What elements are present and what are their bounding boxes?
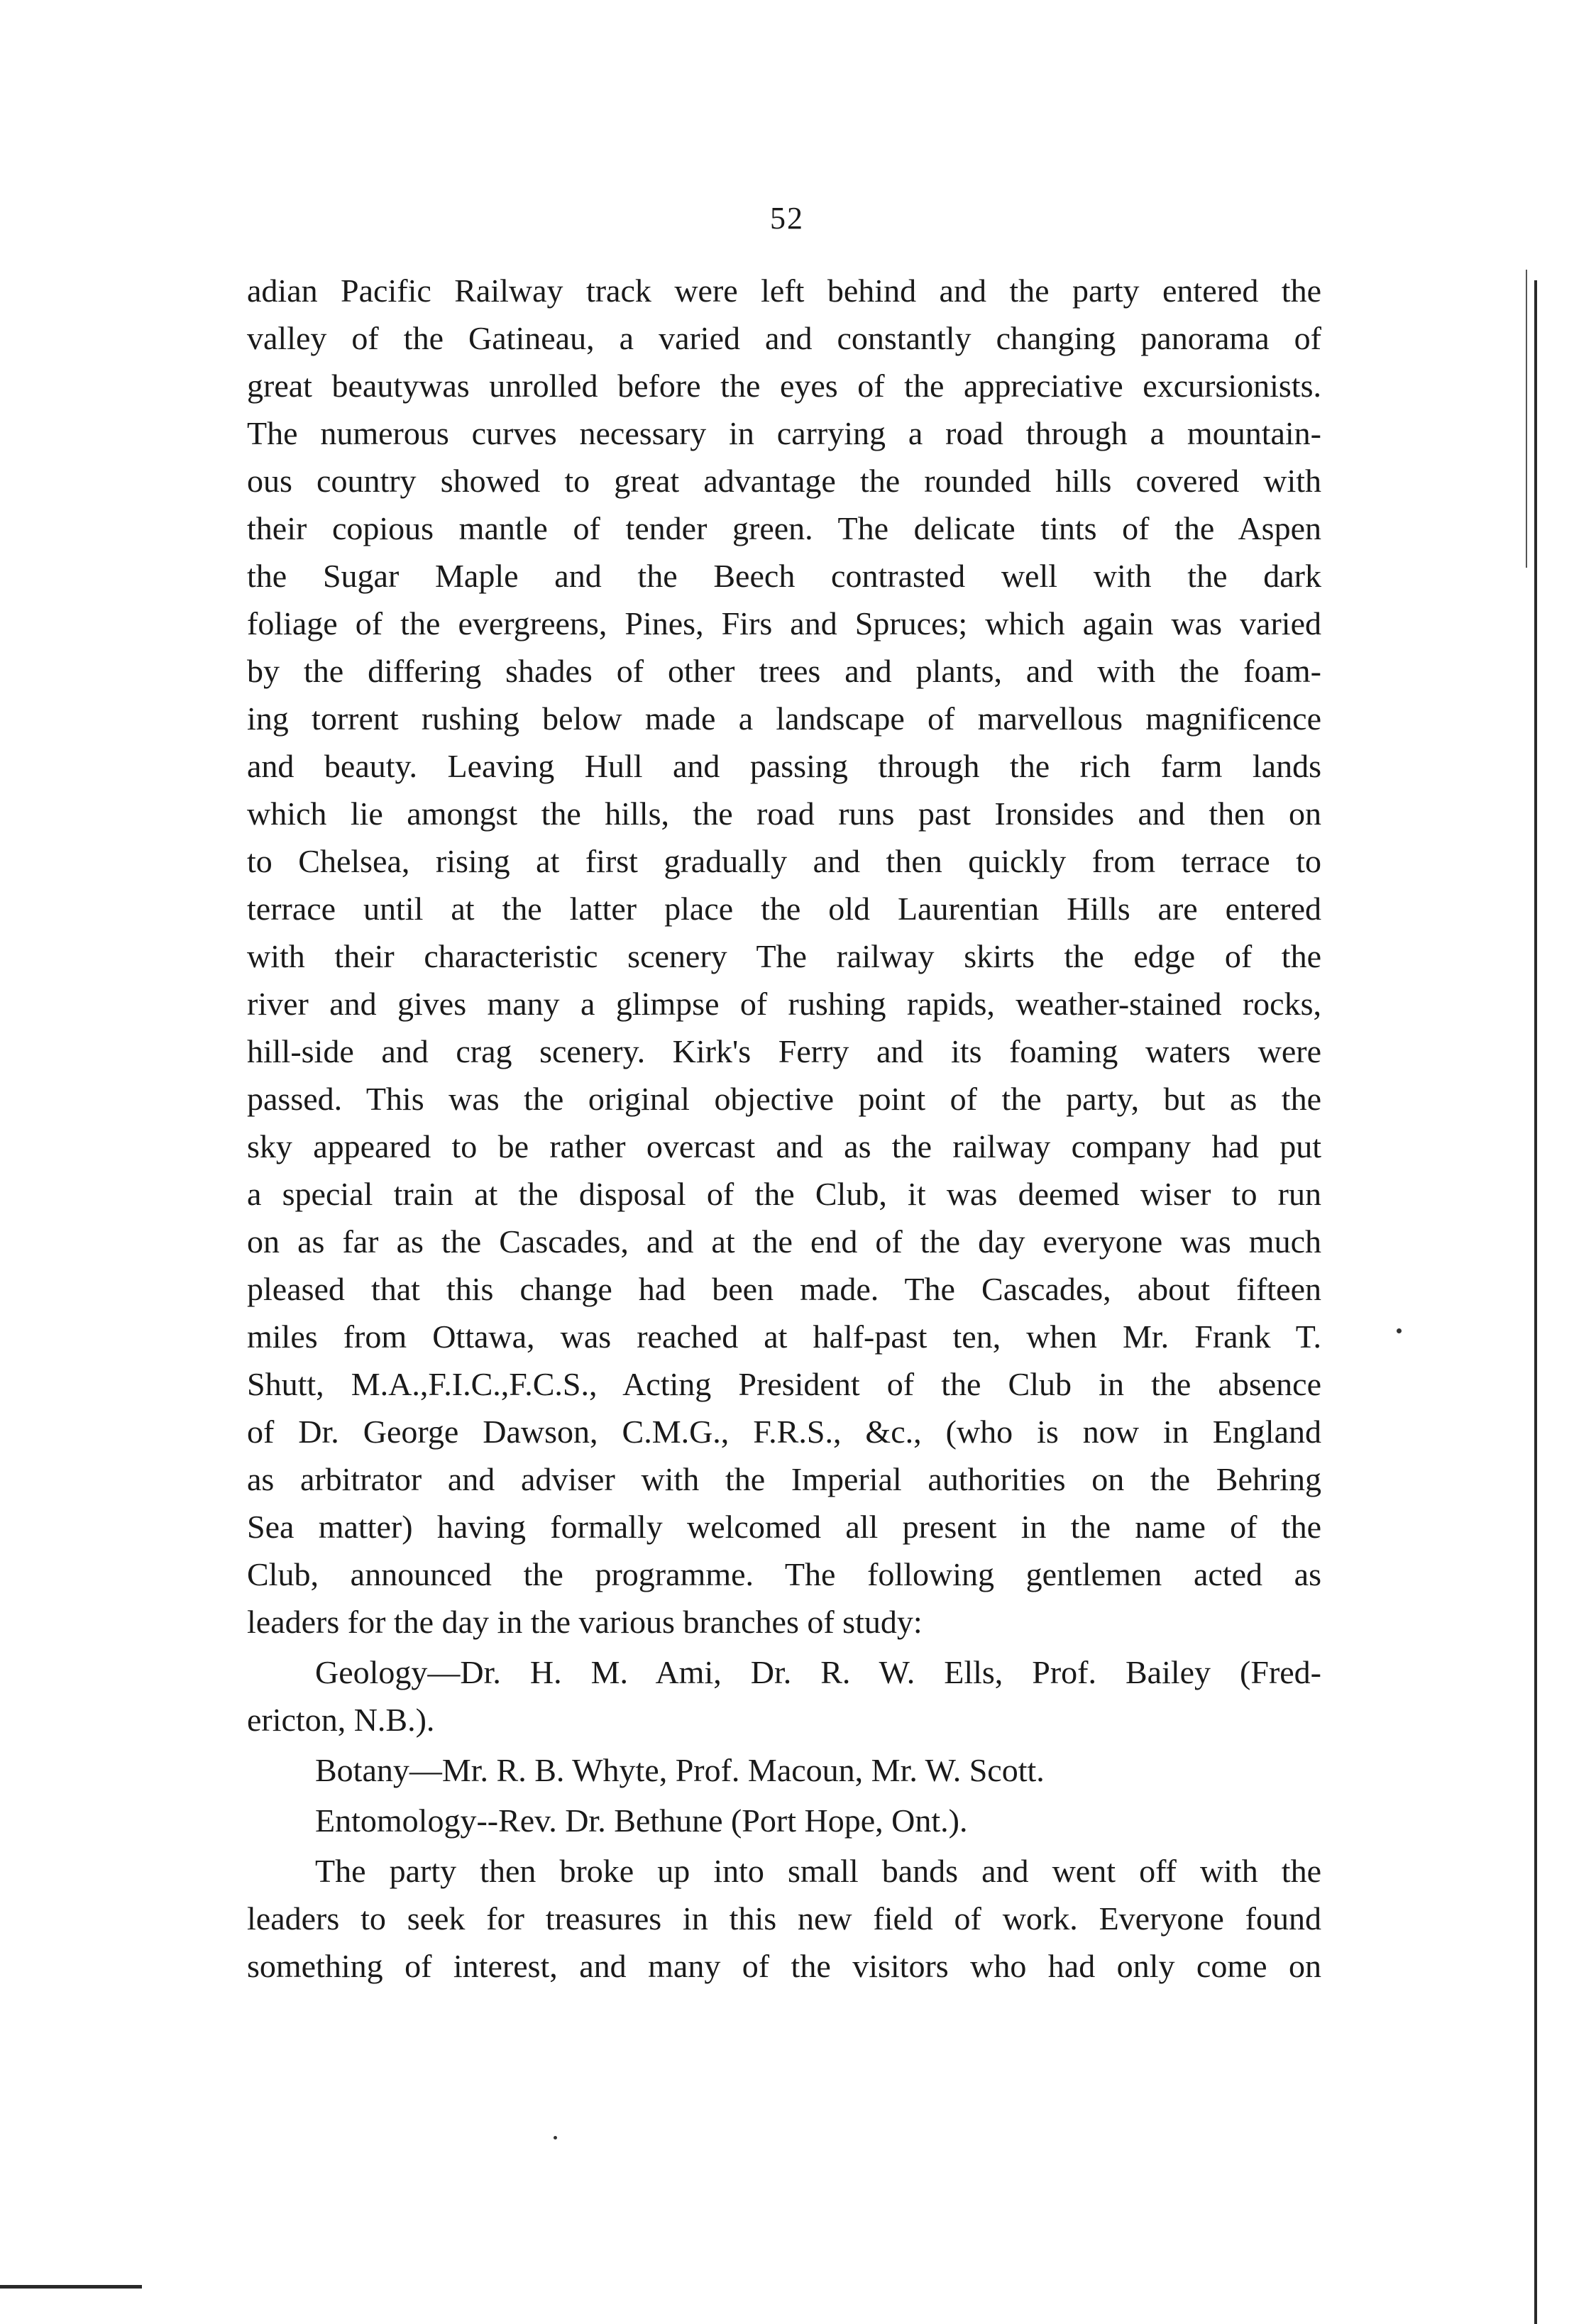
text-line: passed. This was the original objective point of the party, but as the bbox=[247, 1081, 1321, 1117]
text-line: sky appeared to be rather overcast and as the railway company had put bbox=[247, 1128, 1321, 1164]
text-line: adian Pacific Railway track were left behind and the party entered the bbox=[247, 272, 1321, 309]
text-line: Sea matter) having formally welcomed all present in the name of the bbox=[247, 1509, 1321, 1545]
text-line: which lie amongst the hills, the road runs past Ironsides and then on bbox=[247, 795, 1321, 832]
text-line: a special train at the disposal of the Club, it was deemed wiser to run bbox=[247, 1176, 1321, 1212]
text-line: The party then broke up into small bands and went off with the bbox=[315, 1853, 1321, 1889]
text-line: leaders to seek for treasures in this new field of work. Everyone found bbox=[247, 1900, 1321, 1937]
text-line: something of interest, and many of the visitors who had only come on bbox=[247, 1948, 1321, 1984]
text-line: by the differing shades of other trees and plants, and with the foam- bbox=[247, 653, 1321, 689]
text-line: on as far as the Cascades, and at the end of the day everyone was much bbox=[247, 1223, 1321, 1260]
text-line: The numerous curves necessary in carrying a road through a mountain- bbox=[247, 415, 1321, 451]
leaders-botany-line: Botany—Mr. R. B. Whyte, Prof. Macoun, Mr. W. Scott. bbox=[315, 1752, 1045, 1788]
leaders-entomology-line: Entomology--Rev. Dr. Bethune (Port Hope, Ont.). bbox=[315, 1802, 968, 1839]
text-line: miles from Ottawa, was reached at half-past ten, when Mr. Frank T. bbox=[247, 1318, 1321, 1355]
text-line: ous country showed to great advantage the rounded hills covered with bbox=[247, 463, 1321, 499]
scan-bottom-rule bbox=[0, 2285, 142, 2289]
text-line: as arbitrator and adviser with the Imperial authorities on the Behring bbox=[247, 1461, 1321, 1497]
text-line: to Chelsea, rising at first gradually and then quickly from terrace to bbox=[247, 843, 1321, 879]
text-line: of Dr. George Dawson, C.M.G., F.R.S., &c., (who is now in England bbox=[247, 1414, 1321, 1450]
leaders-geology-line-cont: ericton, N.B.). bbox=[247, 1702, 435, 1738]
text-line: pleased that this change had been made. The Cascades, about fifteen bbox=[247, 1271, 1321, 1307]
text-line: terrace until at the latter place the old Laurentian Hills are entered bbox=[247, 891, 1321, 927]
page-text bbox=[247, 267, 1321, 1990]
text-line: leaders for the day in the various branches of study: bbox=[247, 1604, 923, 1640]
text-line: with their characteristic scenery The railway skirts the edge of the bbox=[247, 938, 1321, 974]
text-line: river and gives many a glimpse of rushing rapids, weather-stained rocks, bbox=[247, 986, 1321, 1022]
text-line: great beautywas unrolled before the eyes of the appreciative excursionists. bbox=[247, 368, 1321, 404]
text-line: the Sugar Maple and the Beech contrasted well with the dark bbox=[247, 558, 1321, 594]
scan-margin-rule bbox=[1534, 280, 1537, 2324]
leaders-geology-line: Geology—Dr. H. M. Ami, Dr. R. W. Ells, Prof. Bailey (Fred- bbox=[315, 1654, 1321, 1690]
text-line: hill-side and crag scenery. Kirk's Ferry and its foaming waters were bbox=[247, 1033, 1321, 1069]
page-number: 52 bbox=[770, 201, 804, 236]
scan-speck bbox=[1397, 1328, 1402, 1333]
text-line: foliage of the evergreens, Pines, Firs and Spruces; which again was varied bbox=[247, 605, 1321, 641]
scan-margin-line bbox=[1526, 270, 1527, 568]
text-line: valley of the Gatineau, a varied and constantly changing panorama of bbox=[247, 320, 1321, 356]
text-line: Club, announced the programme. The following gentlemen acted as bbox=[247, 1556, 1321, 1592]
text-line: Shutt, M.A.,F.I.C.,F.C.S., Acting President of the Club in the absence bbox=[247, 1366, 1321, 1402]
scan-speck bbox=[554, 2136, 557, 2139]
text-line: their copious mantle of tender green. The delicate tints of the Aspen bbox=[247, 510, 1321, 546]
text-line: ing torrent rushing below made a landscape of marvellous magnificence bbox=[247, 700, 1321, 737]
text-line: and beauty. Leaving Hull and passing through the rich farm lands bbox=[247, 748, 1321, 784]
